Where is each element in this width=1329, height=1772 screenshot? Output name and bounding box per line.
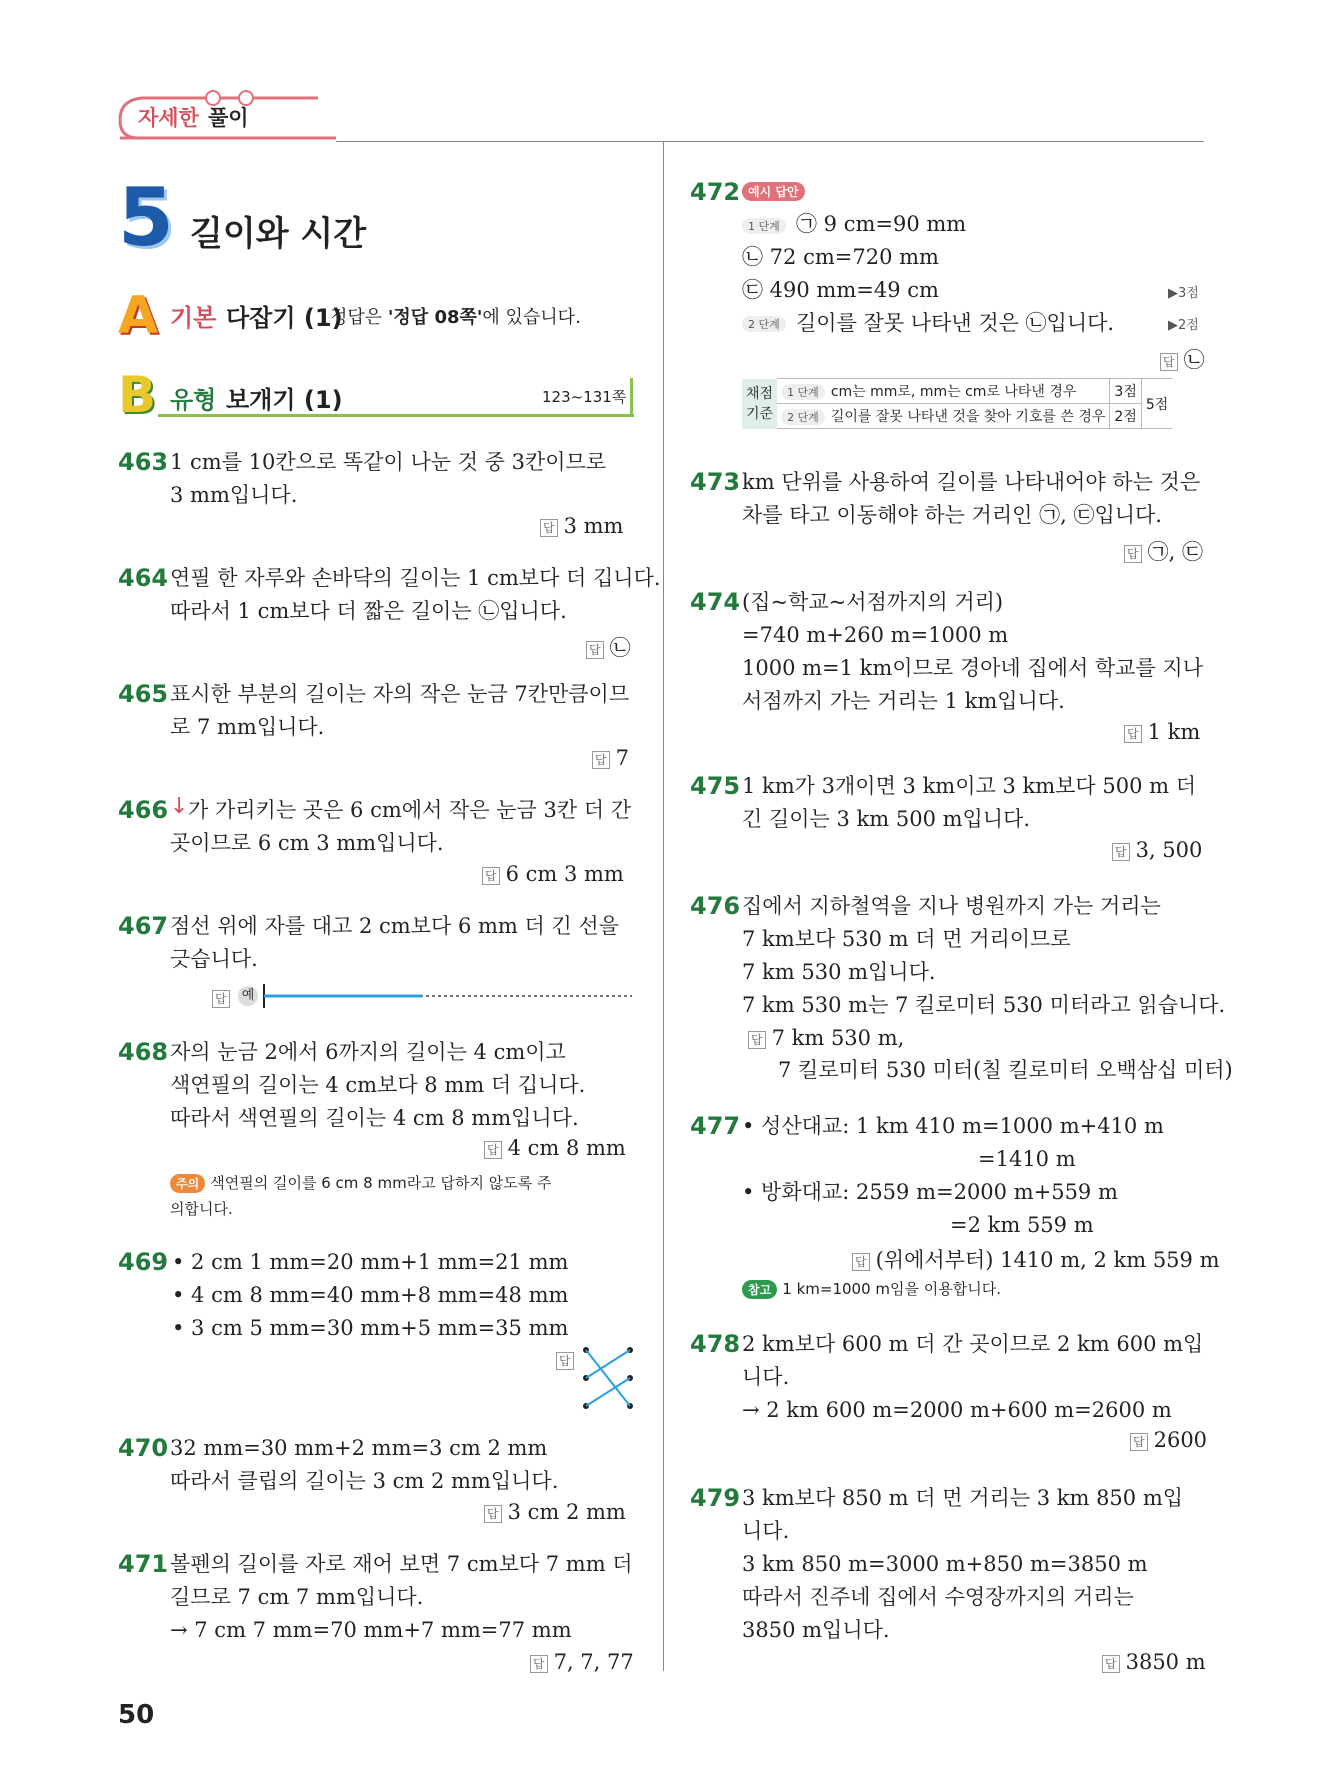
grading-criteria [742,378,1172,429]
line: • 4 cm 8 mm=40 mm+8 mm=48 mm [172,1283,569,1307]
section-a-note [330,303,581,329]
line: 차를 타고 이동해야 하는 거리인 ㉠, ㉢입니다. [742,503,1162,527]
problem-number: 473 [690,468,741,496]
answer-value: 2600 [1153,1428,1208,1452]
line: 자의 눈금 2에서 6까지의 길이는 4 cm이고 [170,1040,566,1064]
answer-mark: 답 [1160,353,1178,371]
line: 길므로 7 cm 7 mm입니다. [170,1585,424,1609]
problem-number: 465 [118,680,169,708]
line: 7 km보다 530 m 더 먼 거리이므로 [742,927,1071,951]
header-tab [118,90,336,142]
line: 길이를 잘못 나타낸 것은 ㉡입니다. [796,311,1115,335]
answer-value: ㉡ [609,636,631,660]
line: 1 cm를 10칸으로 똑같이 나눈 것 중 3칸이므로 [170,450,607,474]
line: 3 km보다 850 m 더 먼 거리는 3 km 850 m입 [742,1486,1184,1510]
problem-number: 469 [118,1248,169,1276]
answer-value: 6 cm 3 mm [505,862,624,886]
line: 서점까지 가는 거리는 1 km입니다. [742,689,1065,713]
answer-value: ㉠, ㉢ [1147,540,1203,564]
answer-mark: 답 [1112,843,1130,861]
caution-note [170,1172,630,1225]
line: 1000 m=1 km이므로 경아네 집에서 학교를 지나 [742,656,1204,680]
line: 점선 위에 자를 대고 2 cm보다 6 mm 더 긴 선을 [170,914,619,938]
section-a [118,286,638,346]
answer-value: 7, 7, 77 [553,1650,634,1674]
line: 니다. [742,1519,790,1543]
line: (집~학교~서점까지의 거리) [742,590,1004,614]
line: ㉢ 490 mm=49 cm [742,278,939,302]
problem-number: 478 [690,1330,741,1358]
section-b-title-b: 보개기 (1) [226,386,343,414]
line: 1 km가 3개이면 3 km이고 3 km보다 500 m 더 [742,774,1197,798]
reference-note [742,1278,1001,1299]
answer-mark: 답 [530,1655,548,1673]
problem-number: 468 [118,1038,169,1066]
line: 32 mm=30 mm+2 mm=3 cm 2 mm [170,1436,548,1460]
grading-row-2: 2 단계 길이를 잘못 나타낸 것을 찾아 기호를 쓴 경우 [777,404,1110,429]
answer [852,1244,1220,1274]
answer-value-2: 7 킬로미터 530 미터(칠 킬로미터 오백삼십 미터) [778,1058,1233,1082]
line: • 성산대교: 1 km 410 m=1000 m+410 m [742,1114,1164,1138]
line: 긋습니다. [170,947,258,971]
drawn-line-answer [262,982,634,1010]
answer-mark: 답 [540,519,558,537]
line: 7 km 530 m입니다. [742,960,936,984]
answer [1124,536,1203,566]
grading-points-1: 3점 [1110,379,1141,404]
line: 2 km보다 600 m 더 간 곳이므로 2 km 600 m입 [742,1332,1204,1356]
header-rule [336,141,1204,142]
problem-number: 471 [118,1550,169,1578]
section-b-title-a: 유형 [170,386,217,414]
line: ㉠ 9 cm=90 mm [796,212,967,236]
grading-row-1: 1 단계 cm는 mm로, mm는 cm로 나타낸 경우 [777,379,1110,404]
answer [1160,344,1205,374]
line: 따라서 1 cm보다 더 짧은 길이는 ㉡입니다. [170,599,567,623]
line: 3 mm입니다. [170,483,298,507]
answer-value: 7 [615,746,629,770]
answer [484,1500,626,1524]
answer-mark: 답 [212,990,230,1008]
points: ▶3점 [1168,286,1199,301]
line: 가 가리키는 곳은 6 cm에서 작은 눈금 3칸 더 간 [188,798,632,822]
answer-value: (위에서부터) 1410 m, 2 km 559 m [875,1248,1220,1272]
answer [1102,1650,1206,1674]
line: 니다. [742,1365,790,1389]
line: • 2 cm 1 mm=20 mm+1 mm=21 mm [172,1250,569,1274]
line: ㉡ 72 cm=720 mm [742,245,939,269]
answer-value: ㉡ [1183,348,1205,372]
line: 표시한 부분의 길이는 자의 작은 눈금 7칸만큼이므 [170,682,630,706]
line: 색연필의 길이는 4 cm보다 8 mm 더 깁니다. [170,1073,586,1097]
grading-table [742,378,1172,429]
line: =740 m+260 m=1000 m [742,623,1009,647]
line: 3850 m입니다. [742,1618,890,1642]
step-badge: 2 단계 [742,316,786,332]
answer-mark: 답 [484,1505,502,1523]
problem-number: 479 [690,1484,741,1512]
line: 볼펜의 길이를 자로 재어 보면 7 cm보다 7 mm 더 [170,1552,633,1576]
answer [1124,720,1200,744]
answer-mark: 답 [556,1352,574,1370]
answer [530,1650,634,1674]
line: 7 km 530 m는 7 킬로미터 530 미터라고 읽습니다. [742,993,1226,1017]
answer-mark: 답 [592,751,610,769]
problem-number: 476 [690,892,741,920]
line: 3 km 850 m=3000 m+850 m=3850 m [742,1552,1148,1576]
answer-value: 3, 500 [1135,838,1203,862]
line: → 2 km 600 m=2000 m+600 m=2600 m [742,1398,1172,1422]
answer-mark: 답 [1124,545,1142,563]
problem-number: 477 [690,1112,741,1140]
chapter-title: 길이와 시간 [190,214,367,254]
answer [1130,1428,1207,1452]
example-badge: 예 [238,986,258,1006]
note-line: 색연필의 길이를 6 cm 8 mm라고 답하지 않도록 주 [210,1174,552,1192]
answer [592,746,629,770]
answer-mark: 답 [1102,1655,1120,1673]
grading-points-2: 2점 [1110,404,1141,429]
problem-number: 466 [118,796,169,824]
line: 곳이므로 6 cm 3 mm입니다. [170,831,444,855]
line: =1410 m [978,1147,1076,1171]
answer [586,632,631,662]
section-b-pages: 123~131쪽 [542,388,627,406]
answer-value: 3 cm 2 mm [507,1500,626,1524]
answer-mark: 답 [748,1031,766,1049]
answer [482,862,624,886]
chapter-number: 5 [118,171,174,264]
line: • 방화대교: 2559 m=2000 m+559 m [742,1180,1118,1204]
example-answer-badge: 예시 답안 [742,182,805,201]
answer-mark: 답 [852,1253,870,1271]
section-a-letter: A [118,286,159,346]
problem-number: 472 [690,178,741,206]
problem-number: 474 [690,588,741,616]
line: 긴 길이는 3 km 500 m입니다. [742,807,1031,831]
answer-value: 3 mm [563,514,624,538]
header-tag-a: 자세한 [138,106,199,130]
answer-value: 7 km 530 m, [771,1026,905,1050]
answer [540,514,623,538]
note-line: 의합니다. [170,1200,233,1218]
caution-badge: 주의 [170,1174,205,1193]
answer-mark: 답 [1124,725,1142,743]
problem-number: 464 [118,564,169,592]
section-a-title-a: 기본 [170,304,217,332]
section-a-title-b: 다잡기 (1) [226,304,343,332]
answer [484,1136,626,1160]
line: 연필 한 자루와 손바닥의 길이는 1 cm보다 더 깁니다. [170,566,661,590]
answer-mark: 답 [482,867,500,885]
line: =2 km 559 m [950,1213,1094,1237]
down-arrow-icon: ↓ [170,794,189,819]
answer-mark: 답 [1130,1433,1148,1451]
step-badge: 1 단계 [742,218,786,234]
answer [1112,838,1202,862]
line: 따라서 진주네 집에서 수영장까지의 거리는 [742,1585,1134,1609]
problem-number: 467 [118,912,169,940]
answer-value: 4 cm 8 mm [507,1136,626,1160]
points: ▶2점 [1168,318,1199,333]
problem-number: 470 [118,1434,169,1462]
line: 로 7 mm입니다. [170,715,325,739]
answer-mark: 답 [586,641,604,659]
problem-number: 475 [690,772,741,800]
answer [748,1026,904,1050]
column-divider [663,141,664,1671]
line: • 3 cm 5 mm=30 mm+5 mm=35 mm [172,1316,569,1340]
section-b-letter: B [118,366,157,424]
section-a-note-c: 에 있습니다. [482,307,581,328]
matching-lines-answer [580,1344,636,1412]
problem-number: 463 [118,448,169,476]
section-a-note-a: 정답은 [330,307,388,328]
section-b-cap [630,378,633,416]
answer-value: 3850 m [1125,1650,1206,1674]
note-line: 1 km=1000 m임을 이용합니다. [782,1280,1001,1298]
page-number: 50 [118,1700,155,1730]
line: 집에서 지하철역을 지나 병원까지 가는 거리는 [742,894,1161,918]
answer-mark: 답 [484,1141,502,1159]
answer-value: 1 km [1147,720,1201,744]
line: → 7 cm 7 mm=70 mm+7 mm=77 mm [170,1618,572,1642]
header-tag-b: 풀이 [208,106,249,130]
section-b [118,366,634,424]
grading-total: 5점 [1141,379,1172,429]
reference-badge: 참고 [742,1280,777,1299]
line: km 단위를 사용하여 길이를 나타내어야 하는 것은 [742,470,1201,494]
section-a-note-b: '정답 08쪽' [387,307,483,328]
line: 따라서 색연필의 길이는 4 cm 8 mm입니다. [170,1106,579,1130]
grading-label: 채점 기준 [742,379,777,429]
line: 따라서 클립의 길이는 3 cm 2 mm입니다. [170,1469,559,1493]
